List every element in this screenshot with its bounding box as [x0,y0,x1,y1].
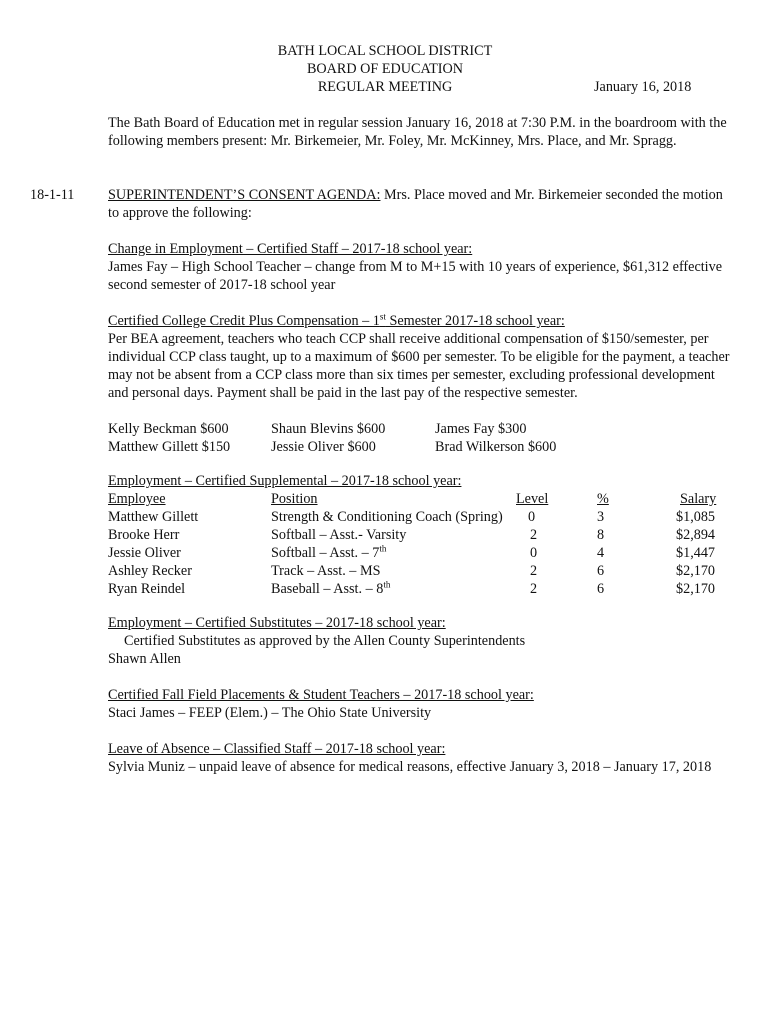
item-number: 18-1-11 [30,187,75,203]
ccp-name: Shaun Blevins $600 [271,421,386,437]
section-heading: Change in Employment – Certified Staff – 2017-18 school year: [108,241,473,257]
row-level: 2 [530,527,538,543]
row-position: Softball – Asst. – 7th [271,543,387,561]
row-percent: 4 [597,545,605,561]
row-level: 0 [528,509,536,525]
consent-agenda-paragraph [108,186,730,222]
intro-paragraph: The Bath Board of Education met in regular session January 16, 2018 at 7:30 P.M. in the boardroom with the following members present: Mr. Birkemeier, Mr. Foley, Mr. McKinney, Mrs. Place, and Mr. Spragg. [108,115,727,149]
row-employee: Brooke Herr [108,527,180,543]
col-header-level: Level [516,491,549,507]
consent-agenda-text: Mrs. Place moved and Mr. Birkemeier seconded the motion to approve the following: [108,187,723,221]
row-percent: 3 [597,509,605,525]
col-header-percent: % [597,491,609,507]
row-employee: Ryan Reindel [108,581,186,597]
row-percent: 8 [597,527,605,543]
section-heading: Leave of Absence – Classified Staff – 2017-18 school year: [108,741,446,757]
ccp-name: James Fay $300 [435,421,527,437]
row-salary: $2,894 [676,527,716,543]
section-body: Per BEA agreement, teachers who teach CCP shall receive additional compensation of $150/semester, per individual CCP class taught, up to a maximum of $600 per semester. To be eligible for the payment, a teacher may not be absent from a CCP class more than six times per semester, excluding professional development and personal days. Payment shall be paid in the last pay of the respective semester. [108,331,730,401]
col-header-position: Position [271,491,318,507]
ccp-name: Brad Wilkerson $600 [435,439,557,455]
section-heading: Certified College Credit Plus Compensation – 1st Semester 2017-18 school year: [108,311,565,329]
district-name: BATH LOCAL SCHOOL DISTRICT [277,43,493,59]
row-level: 2 [530,563,538,579]
section-ccp-compensation [108,312,730,402]
section-heading: Employment – Certified Supplemental – 2017-18 school year: [108,473,462,489]
section-body: Sylvia Muniz – unpaid leave of absence for medical reasons, effective January 3, 2018 – January 17, 2018 [108,759,712,775]
row-position: Track – Asst. – MS [271,563,381,579]
meeting-date: January 16, 2018 [594,79,692,95]
substitute-name: Shawn Allen [108,651,181,667]
section-body: Staci James – FEEP (Elem.) – The Ohio State University [108,705,432,721]
consent-agenda-heading: SUPERINTENDENT’S CONSENT AGENDA: [108,187,381,203]
col-header-salary: Salary [680,491,717,507]
row-level: 2 [530,581,538,597]
row-percent: 6 [597,581,605,597]
row-position: Baseball – Asst. – 8th [271,579,391,597]
ccp-name: Jessie Oliver $600 [271,439,376,455]
section-change-employment [108,240,730,294]
row-position: Strength & Conditioning Coach (Spring) [271,509,503,525]
section-heading: Certified Fall Field Placements & Student Teachers – 2017-18 school year: [108,687,534,703]
row-employee: Matthew Gillett [108,509,199,525]
section-body: Certified Substitutes as approved by the Allen County Superintendents [124,633,526,649]
row-employee: Jessie Oliver [108,545,181,561]
col-header-employee: Employee [108,491,166,507]
row-salary: $1,085 [676,509,716,525]
section-body: James Fay – High School Teacher – change from M to M+15 with 10 years of experience, $61,312 effective second semester of 2017-18 school year [108,259,723,293]
meeting-type: REGULAR MEETING [317,79,453,95]
section-field-placements [108,686,730,722]
row-salary: $2,170 [676,581,716,597]
ccp-name: Kelly Beckman $600 [108,421,229,437]
section-substitutes [108,614,730,668]
row-salary: $2,170 [676,563,716,579]
row-position: Softball – Asst.- Varsity [271,527,407,543]
row-employee: Ashley Recker [108,563,192,579]
row-percent: 6 [597,563,605,579]
section-heading: Employment – Certified Substitutes – 2017-18 school year: [108,615,446,631]
row-level: 0 [530,545,538,561]
row-salary: $1,447 [676,545,716,561]
board-name: BOARD OF EDUCATION [306,61,464,77]
ccp-name: Matthew Gillett $150 [108,439,231,455]
section-leave-of-absence [108,740,730,776]
